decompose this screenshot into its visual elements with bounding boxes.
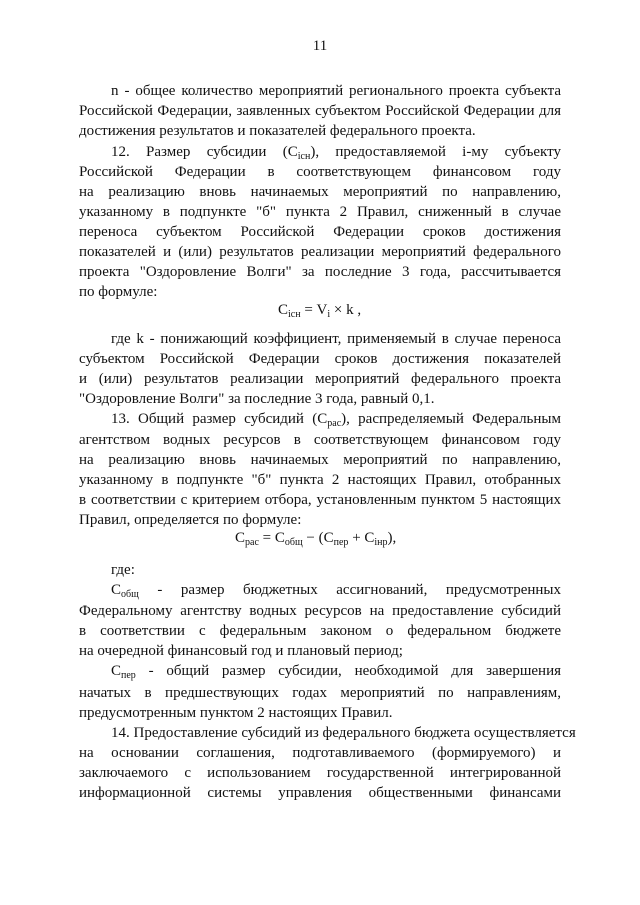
text-line: указанному в подпункте "б" пункта 2 Правил, сниженный в случае [79, 204, 561, 220]
text-line: и (или) результатов реализации мероприятий федерального проекта [79, 371, 561, 387]
text-line: Российской Федерации, заявленных субъектом Российской Федерации для [79, 103, 561, 119]
text-line: n - общее количество мероприятий регионального проекта субъекта [111, 83, 561, 99]
text-line: начатых в предшествующих годах мероприятий по направлениям, [79, 685, 561, 701]
text-line: переноса субъектом Российской Федерации сроков достижения [79, 224, 561, 240]
text-line: 14. Предоставление субсидий из федерального бюджета осуществляется [111, 725, 576, 741]
text-line: субъектом Российской Федерации сроков достижения показателей [79, 351, 561, 367]
text-line: в соответствии с критерием отбора, установленным пунктом 5 настоящих [79, 492, 561, 508]
text-line: по формуле: [79, 284, 158, 300]
text-line: на реализацию вновь начинаемых мероприятий по направлению, [79, 184, 561, 200]
formula-1: $C_{iсн} = V_i \times k$ , [278, 302, 362, 320]
text-line: $C_{общ}$ - размер бюджетных ассигнований, предусмотренных [111, 582, 561, 600]
text-line: на очередной финансовый год и плановый период; [79, 643, 403, 659]
text-line: Российской Федерации в соответствующем финансовом году [79, 164, 561, 180]
text-line: показателей и (или) результатов реализации мероприятий федерального [79, 244, 561, 260]
text-line: где: [111, 562, 135, 578]
text-line: информационной системы управления общественными финансами [79, 785, 561, 801]
text-line: в соответствии с федеральным законом о федеральном бюджете [79, 623, 561, 639]
text-line: заключаемого с использованием государственной интегрированной [79, 765, 561, 781]
page-number: 11 [312, 38, 328, 54]
text-line: "Оздоровление Волги" за последние 3 года, равный 0,1. [79, 391, 435, 407]
text-line: достижения результатов и показателей федерального проекта. [79, 123, 476, 139]
text-line: агентством водных ресурсов в соответствующем финансовом году [79, 432, 561, 448]
text-line: где k - понижающий коэффициент, применяемый в случае переноса [111, 331, 561, 347]
text-line: 12. Размер субсидии $(C_{iсн})$, предоставляемой i-му субъекту [111, 144, 561, 162]
text-line: Федеральному агентству водных ресурсов на предоставление субсидий [79, 603, 561, 619]
formula-2: $C_{рас} = C_{общ} - (C_{пер} + C_{iнр})$, [235, 530, 397, 548]
text-line: $C_{пер}$ - общий размер субсидии, необходимой для завершения [111, 663, 561, 681]
text-line: на реализацию вновь начинаемых мероприятий по направлению, [79, 452, 561, 468]
text-line: Правил, определяется по формуле: [79, 512, 302, 528]
text-line: указанному в подпункте "б" пункта 2 настоящих Правил, отобранных [79, 472, 561, 488]
text-line: 13. Общий размер субсидий $(C_{рас})$, распределяемый Федеральным [111, 411, 561, 429]
text-line: на основании соглашения, подготавливаемого (формируемого) и [79, 745, 561, 761]
text-line: предусмотренным пунктом 2 настоящих Правил. [79, 705, 393, 721]
text-line: проекта "Оздоровление Волги" за последние 3 года, рассчитывается [79, 264, 561, 280]
